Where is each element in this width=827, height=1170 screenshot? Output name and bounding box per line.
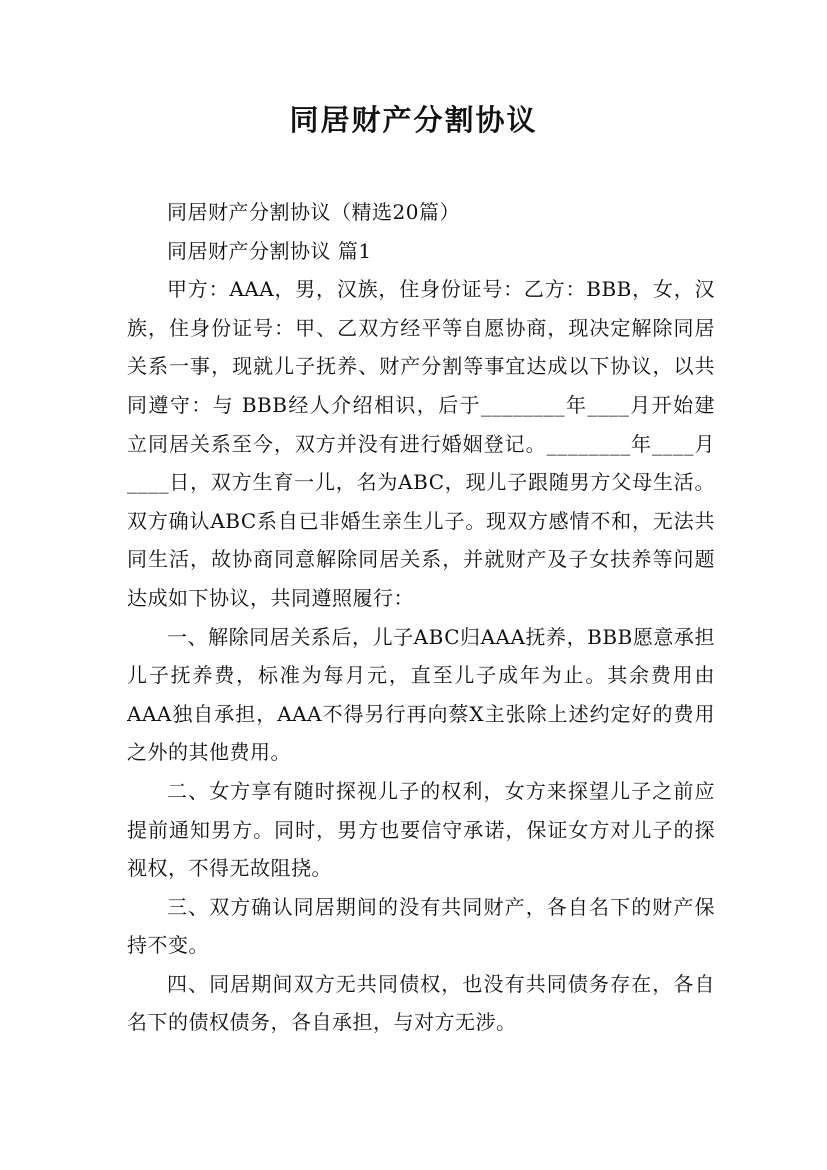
paragraph-clause-3: 三、双方确认同居期间的没有共同财产，各自名下的财产保持不变。 (127, 894, 715, 958)
paragraph-clause-2: 二、女方享有随时探视儿子的权利，女方来探望儿子之前应提前通知男方。同时，男方也要信守承诺，保证女方对儿子的探视权，不得无故阻挠。 (127, 778, 715, 881)
paragraph-clause-4: 四、同居期间双方无共同债权，也没有共同债务存在，各自名下的债权债务，各自承担，与对方无涉。 (127, 971, 715, 1035)
document-title: 同居财产分割协议 (289, 103, 538, 137)
paragraph-section-heading: 同居财产分割协议 篇1 (167, 238, 372, 263)
paragraph-clause-1: 一、解除同居关系后，儿子ABC归AAA抚养，BBB愿意承担儿子抚养费，标准为每月元，直至儿子成年为止。其余费用由AAA独自承担，AAA不得另行再向蔡X主张除上述约定好的费用之外的其他费用。 (127, 624, 715, 765)
document-body (127, 193, 715, 1042)
paragraph-subtitle: 同居财产分割协议（精选20篇） (167, 200, 460, 224)
paragraph-parties: 甲方：AAA，男，汉族，住身份证号：乙方：BBB，女，汉族，住身份证号：甲、乙双方经平等自愿协商，现决定解除同居关系一事，现就儿子抚养、财产分割等事宜达成以下协议，以共同遵守：与 BBB经人介绍相识，后于________年____月开始建立同居关系至今，双方并没有进行婚姻登记。________年____月____日，双方生育一儿，名为ABC，现儿子跟随男方父母生活。双方确认ABC系自已非婚生亲生儿子。现双方感情不和，无法共同生活，故协商同意解除同居关系，并就财产及子女扶养等问题达成如下协议，共同遵照履行： (127, 277, 715, 610)
